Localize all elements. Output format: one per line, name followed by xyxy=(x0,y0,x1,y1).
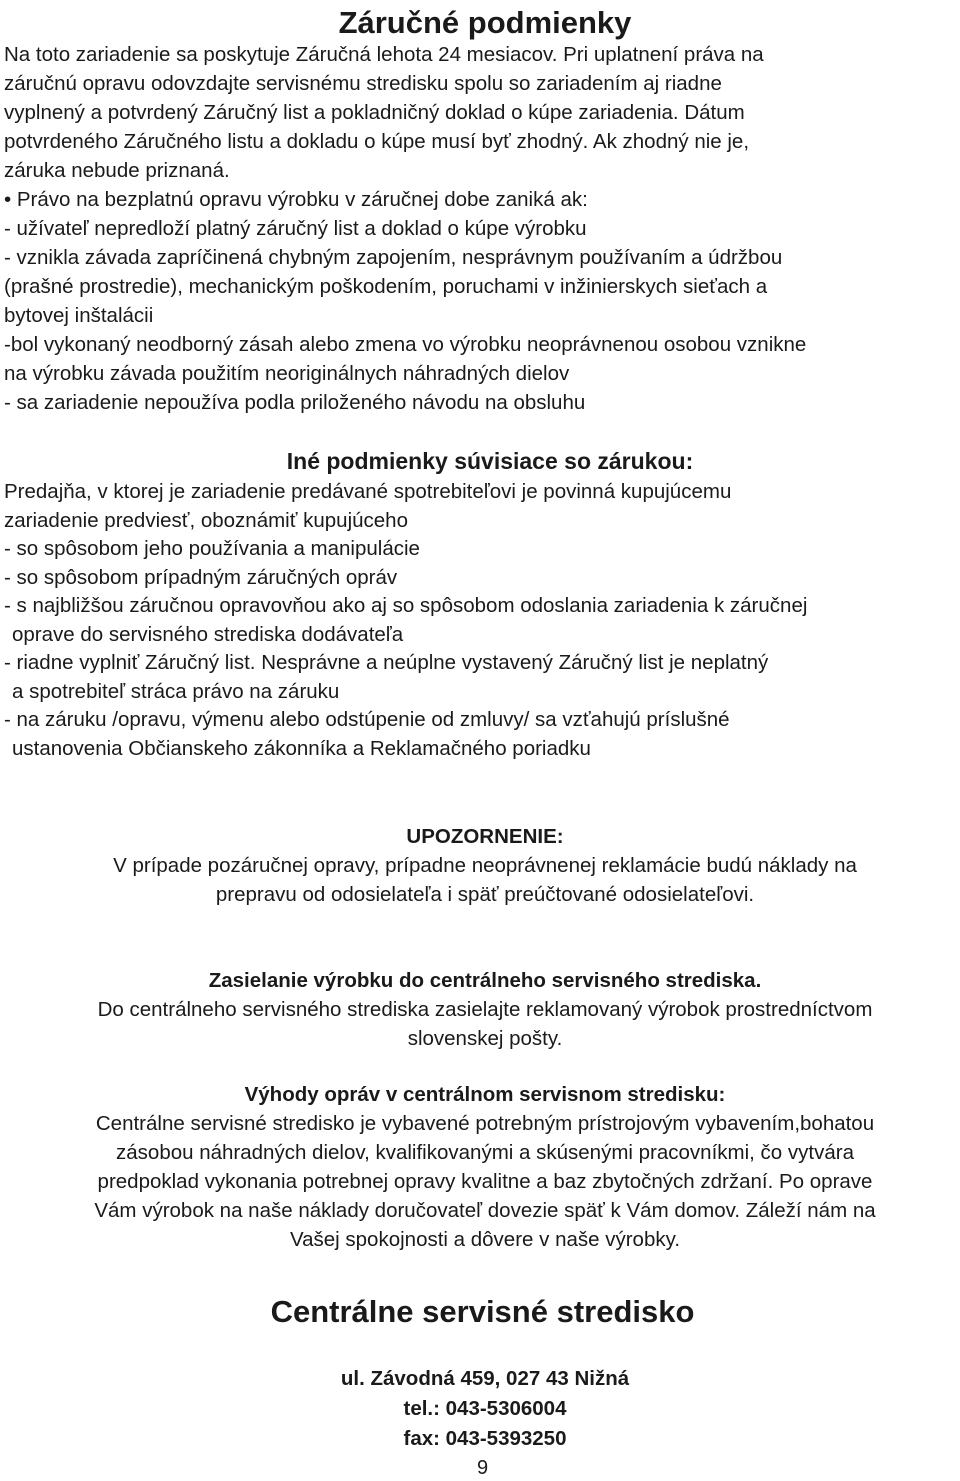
condition-line: - riadne vyplniť Záručný list. Nesprávne a neúplne vystavený Záručný list je neplatný xyxy=(4,651,769,674)
condition-line: - na záruku /opravu, výmenu alebo odstúpenie od zmluvy/ sa vzťahujú príslušné xyxy=(4,708,730,731)
advantages-line: Vám výrobok na naše náklady doručovateľ dovezie späť k Vám domov. Záleží nám na xyxy=(94,1199,876,1222)
condition-line: Predajňa, v ktorej je zariadenie predávané spotrebiteľovi je povinná kupujúcemu xyxy=(4,480,732,503)
intro-line: -bol vykonaný neodborný zásah alebo zmena vo výrobku neoprávnenou osobou vznikne xyxy=(4,333,807,356)
shipping-line: Do centrálneho servisného strediska zasielajte reklamovaný výrobok prostredníctvom xyxy=(97,998,873,1021)
intro-line: potvrdeného Záručného listu a dokladu o kúpe musí byť zhodný. Ak zhodný nie je, xyxy=(4,130,750,153)
intro-section xyxy=(4,40,959,417)
other-conditions-section xyxy=(4,478,959,763)
intro-line: vyplnený a potvrdený Záručný list a pokladničný doklad o kúpe zariadenia. Dátum xyxy=(4,101,745,124)
other-conditions-heading: Iné podmienky súvisiace so zárukou: xyxy=(286,448,694,474)
advantages-line: Centrálne servisné stredisko je vybavené potrebným prístrojovým vybavením,bohatou xyxy=(95,1112,875,1135)
service-center-address: ul. Závodná 459, 027 43 Nižná xyxy=(340,1367,630,1390)
condition-line: - s najbližšou záručnou opravovňou ako aj so spôsobom odoslania zariadenia k záručnej xyxy=(4,594,808,617)
advantages-line: predpoklad vykonania potrebnej opravy kvalitne a baz zbytočných zdržaní. Po oprave xyxy=(97,1170,873,1193)
condition-line: oprave do servisného strediska dodávateľa xyxy=(12,622,404,646)
advantages-line: Vašej spokojnosti a dôvere v naše výrobky. xyxy=(289,1228,681,1251)
service-center-fax: fax: 043-5393250 xyxy=(403,1427,567,1450)
condition-line: ustanovenia Občianskeho zákonníka a Reklamačného poriadku xyxy=(12,736,591,760)
intro-line: • Právo na bezplatnú opravu výrobku v záručnej dobe zaniká ak: xyxy=(4,188,588,211)
advantages-line: zásobou náhradných dielov, kvalifikovanými a skúsenými pracovníkmi, čo vytvára xyxy=(116,1141,854,1164)
condition-line: a spotrebiteľ stráca právo na záruku xyxy=(12,679,340,703)
shipping-heading: Zasielanie výrobku do centrálneho servisného strediska. xyxy=(208,969,762,992)
condition-line: - so spôsobom jeho používania a manipulácie xyxy=(4,537,420,560)
page-title: Záručné podmienky xyxy=(338,5,632,40)
service-center-title: Centrálne servisné stredisko xyxy=(270,1294,695,1329)
intro-line: záruka nebude priznaná. xyxy=(4,159,230,182)
page-number: 9 xyxy=(476,1457,489,1479)
condition-line: - so spôsobom prípadným záručných opráv xyxy=(4,565,398,589)
intro-line: - užívateľ nepredloží platný záručný list a doklad o kúpe výrobku xyxy=(4,217,587,240)
shipping-section xyxy=(0,966,960,1053)
advantages-section xyxy=(0,1080,960,1254)
intro-line: záručnú opravu odovzdajte servisnému stredisku spolu so zariadením aj riadne xyxy=(4,72,722,95)
condition-line: zariadenie predviesť, oboznámiť kupujúceho xyxy=(4,508,408,532)
warning-heading: UPOZORNENIE: xyxy=(406,825,564,848)
intro-line: - vznikla závada zapríčinená chybným zapojením, nesprávnym používaním a údržbou xyxy=(4,246,783,269)
service-center-phone: tel.: 043-5306004 xyxy=(403,1397,567,1420)
intro-line: na výrobku závada použitím neoriginálnych náhradných dielov xyxy=(4,362,570,385)
intro-line: Na toto zariadenie sa poskytuje Záručná lehota 24 mesiacov. Pri uplatnení práva na xyxy=(4,43,764,66)
advantages-heading: Výhody opráv v centrálnom servisnom stredisku: xyxy=(244,1083,726,1106)
service-center-contact xyxy=(0,1364,960,1454)
warning-line: prepravu od odosielateľa i späť preúčtované odosielateľovi. xyxy=(215,883,755,906)
intro-line: - sa zariadenie nepoužíva podla priloženého návodu na obsluhu xyxy=(4,391,586,414)
shipping-line: slovenskej pošty. xyxy=(407,1027,563,1050)
intro-line: bytovej inštalácii xyxy=(4,304,154,327)
intro-line: (prašné prostredie), mechanickým poškodením, poruchami v inžinierskych sieťach a xyxy=(4,275,768,298)
warning-line: V prípade pozáručnej opravy, prípadne neoprávnenej reklamácie budú náklady na xyxy=(113,854,857,877)
warning-section xyxy=(0,822,960,909)
